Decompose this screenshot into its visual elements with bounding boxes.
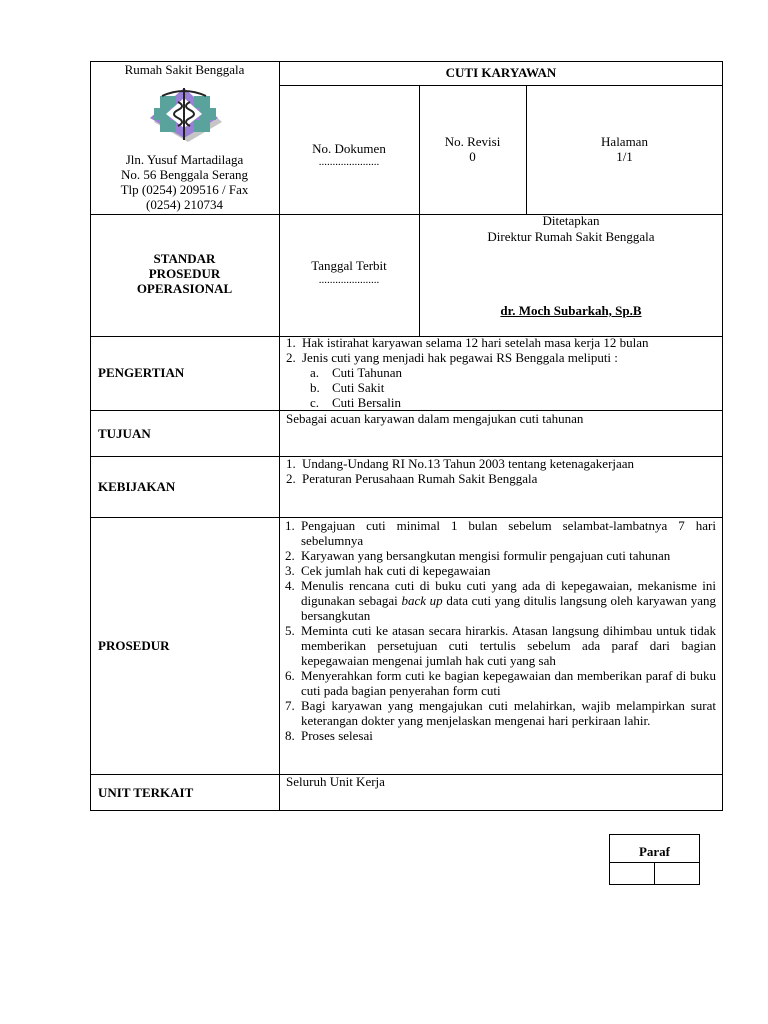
address-line: (0254) 210734 [146, 197, 223, 212]
list-item: 2. Peraturan Perusahaan Rumah Sakit Benggala [286, 471, 538, 486]
list-item: 6. Menyerahkan form cuti ke bagian kepegawaian dan memberikan paraf di buku cuti pada bagian penyerahan form cuti [285, 668, 716, 698]
prosedur-list [285, 518, 716, 743]
address-line: Jln. Yusuf Martadilaga [125, 152, 244, 167]
address-line: Tlp (0254) 209516 / Fax [120, 182, 249, 197]
hospital-address [90, 152, 279, 212]
list-item: 7. Bagi karyawan yang mengajukan cuti melahirkan, wajib melampirkan surat keterangan dokter yang menjelaskan mengenai hari perkiraan lahir. [285, 698, 716, 728]
list-item: 8. Proses selesai [285, 728, 373, 743]
grid-line [279, 336, 280, 811]
pengertian-list [286, 335, 716, 365]
list-item: 2. Karyawan yang bersangkutan mengisi formulir pengajuan cuti tahunan [285, 548, 671, 563]
ditetapkan-label: Ditetapkan [542, 213, 600, 228]
prosedur-label: PROSEDUR [98, 638, 170, 653]
list-item: 5. Meminta cuti ke atasan secara hirarkis. Atasan langsung dihimbau untuk tidak memberikan persetujuan cuti tertulis sebelum ada paraf dari bagian kepegawaian mengenai jumlah hak cuti yang sah [285, 623, 716, 668]
grid-line [279, 85, 723, 86]
grid-line [279, 61, 280, 336]
list-item: c. Cuti Bersalin [310, 395, 401, 410]
address-line: No. 56 Benggala Serang [120, 167, 249, 182]
list-item: b. Cuti Sakit [310, 380, 385, 395]
grid-line [419, 85, 420, 336]
grid-line [654, 862, 655, 885]
hospital-logo-icon [150, 84, 226, 146]
halaman-label: Halaman [601, 134, 648, 149]
no-dokumen-value: ...................... [318, 156, 380, 168]
list-item: 3. Cek jumlah hak cuti di kepegawaian [285, 563, 491, 578]
no-revisi-value: 0 [469, 149, 476, 164]
tujuan-text: Sebagai acuan karyawan dalam mengajukan cuti tahunan [286, 411, 584, 426]
spo-title-line: STANDAR [153, 251, 216, 266]
tanggal-terbit-value: ...................... [318, 274, 380, 286]
list-item: 1. Hak istirahat karyawan selama 12 hari setelah masa kerja 12 bulan [286, 335, 649, 350]
tanggal-terbit-label: Tanggal Terbit [311, 258, 387, 273]
no-dokumen-label: No. Dokumen [312, 141, 386, 156]
list-item: a. Cuti Tahunan [310, 365, 402, 380]
kebijakan-label: KEBIJAKAN [98, 479, 176, 494]
tujuan-label: TUJUAN [98, 426, 151, 441]
hospital-name: Rumah Sakit Benggala [124, 62, 245, 77]
list-item: 4. Menulis rencana cuti di buku cuti yang ada di kepegawaian, mekanisme ini digunakan sebagai back up data cuti yang ditulis langsung oleh karyawan yang bersangkutan [285, 578, 717, 623]
document-title: CUTI KARYAWAN [445, 65, 557, 80]
unit-terkait-text: Seluruh Unit Kerja [286, 774, 385, 789]
list-item: 1. Undang-Undang RI No.13 Tahun 2003 tentang ketenagakerjaan [286, 456, 635, 471]
list-item: 1. Pengajuan cuti minimal 1 bulan sebelum selambat-lambatnya 7 hari sebelumnya [285, 518, 716, 548]
paraf-label: Paraf [638, 844, 671, 859]
halaman-value: 1/1 [616, 149, 633, 164]
spo-title-line: PROSEDUR [148, 266, 221, 281]
kebijakan-list [286, 456, 716, 486]
pengertian-sublist [310, 365, 610, 410]
spo-title-line: OPERASIONAL [136, 281, 233, 296]
signatory-name: dr. Moch Subarkah, Sp.B [500, 303, 642, 318]
direktur-label: Direktur Rumah Sakit Benggala [487, 229, 655, 244]
spo-title [90, 251, 279, 296]
no-revisi-label: No. Revisi [444, 134, 501, 149]
list-item: 2. Jenis cuti yang menjadi hak pegawai RS Benggala meliputi : [286, 350, 618, 365]
pengertian-label: PENGERTIAN [98, 365, 185, 380]
unit-terkait-label: UNIT TERKAIT [98, 785, 194, 800]
